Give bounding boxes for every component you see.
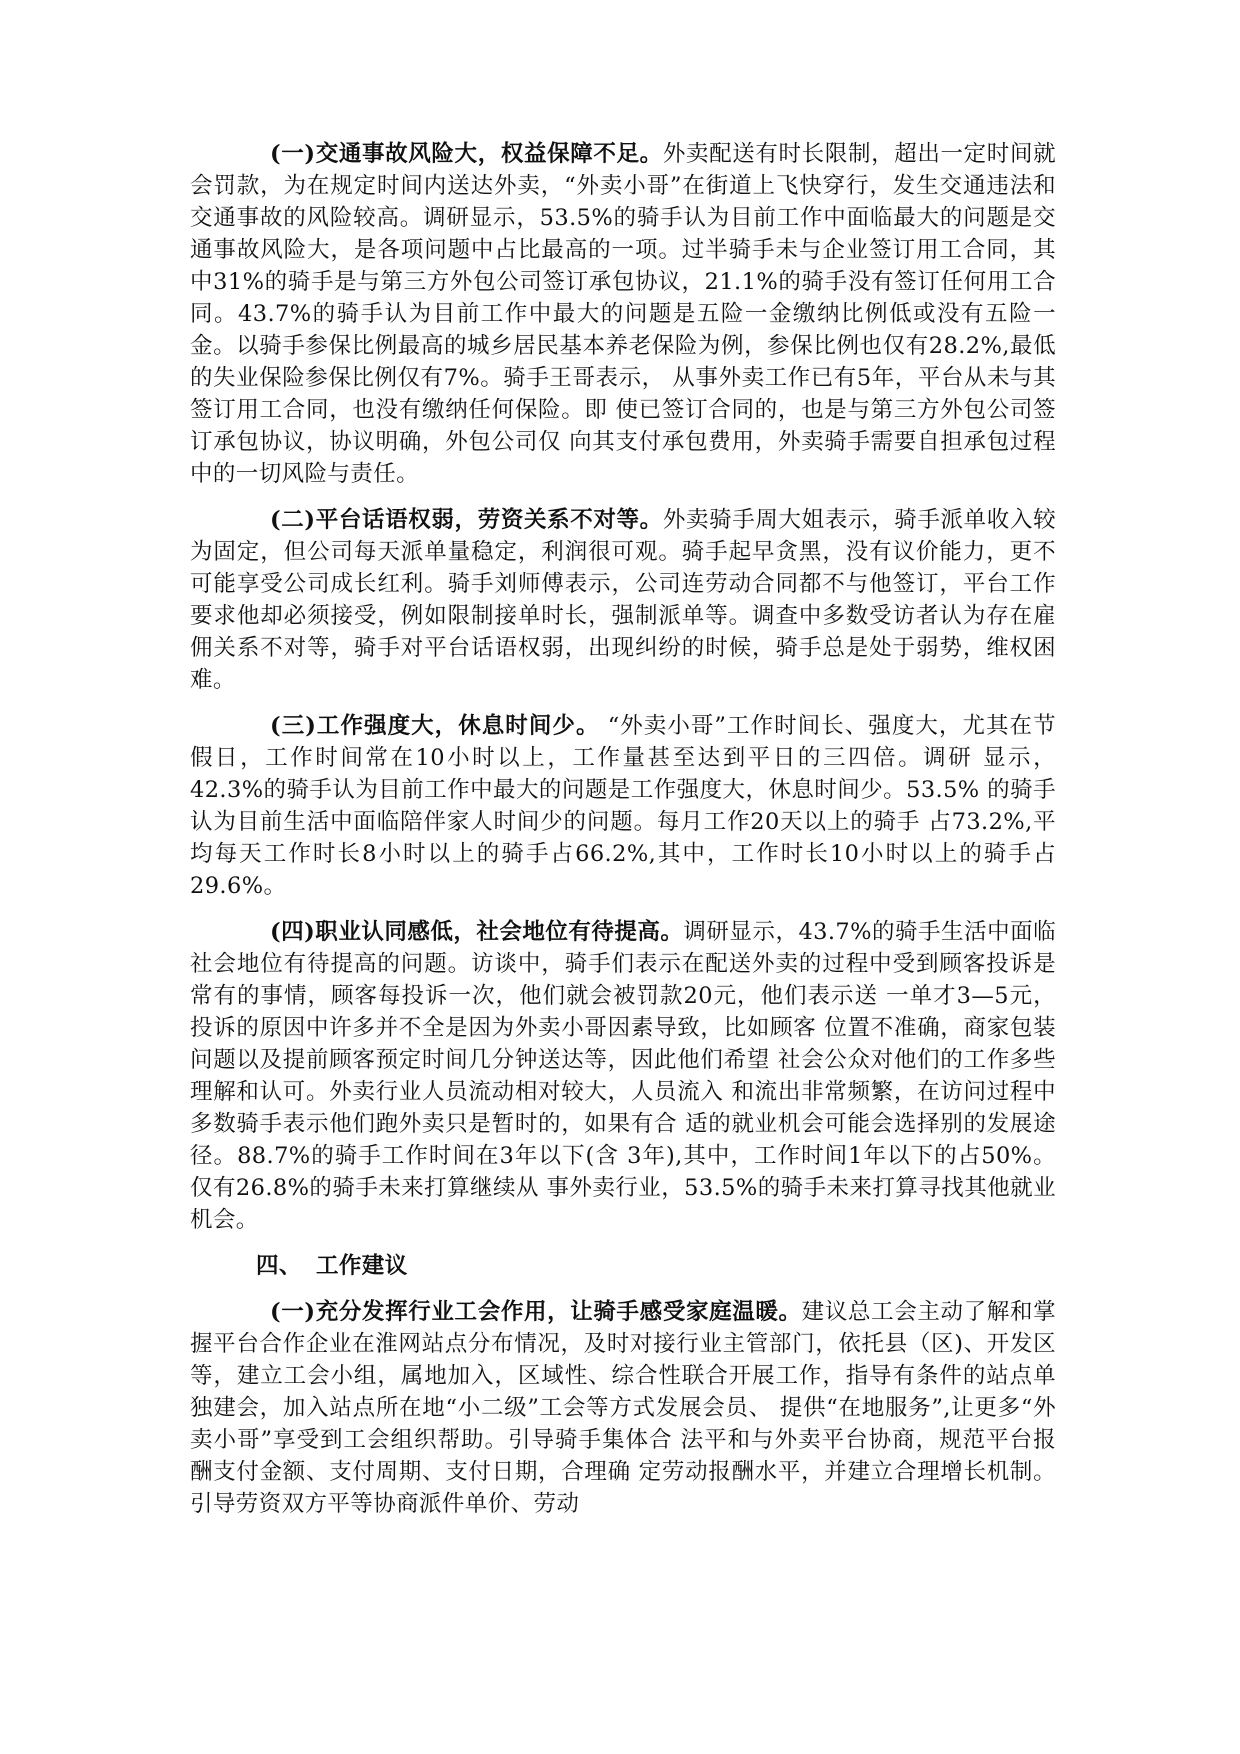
chapter-heading xyxy=(190,1250,1056,1282)
chapter-number: 四、 xyxy=(256,1253,302,1279)
document-body xyxy=(190,138,1056,1534)
section-2 xyxy=(190,504,1056,696)
section-4-text: 调研显示，43.7%的骑手生活中面临社会地位有待提高的问题。访谈中，骑手们表示在配送外卖的过程中受到顾客投诉是常有的事情，顾客每投诉一次，他们就会被罚款20元，他们表示送 一单才3—5元，投诉的原因中许多并不全是因为外卖小哥因素导致，比如顾客 位置不准确，商家包装问题以及提前顾客预定时间几分钟送达等，因此他们希望 社会公众对他们的工作多些理解和认可。外卖行业人员流动相对较大，人员流入 和流出非常频繁，在访问过程中多数骑手表示他们跑外卖只是暂时的，如果有合 适的就业机会可能会选择别的发展途径。88.7%的骑手工作时间在3年以下(含 3年),其中，工作时间1年以下的占50%。仅有26.8%的骑手未来打算继续从 事外卖行业，53.5%的骑手未来打算寻找其他就业机会。 xyxy=(190,919,1056,1233)
suggestion-1-heading: (一)充分发挥行业工会作用，让骑手感受家庭温暖。 xyxy=(270,1299,802,1325)
section-2-text: 外卖骑手周大姐表示，骑手派单收入较为固定，但公司每天派单量稳定，利润很可观。骑手起早贪黑，没有议价能力，更不可能享受公司成长红利。骑手刘师傅表示，公司连劳动合同都不与他签订，平台工作要求他却必须接受，例如限制接单时长，强制派单等。调查中多数受访者认为存在雇佣关系不对等，骑手对平台话语权弱，出现纠纷的时候，骑手总是处于弱势，维权困难。 xyxy=(190,507,1056,693)
chapter-title: 工作建议 xyxy=(316,1253,408,1279)
section-1-text: 外卖配送有时长限制，超出一定时间就会罚款，为在规定时间内送达外卖，“外卖小哥”在街道上飞快穿行，发生交通违法和交通事故的风险较高。调研显示，53.5%的骑手认为目前工作中面临最大的问题是交通事故风险大，是各项问题中占比最高的一项。过半骑手未与企业签订用工合同，其中31%的骑手是与第三方外包公司签订承包协议，21.1%的骑手没有签订任何用工合同。43.7%的骑手认为目前工作中最大的问题是五险一金缴纳比例低或没有五险一金。以骑手参保比例最高的城乡居民基本养老保险为例，参保比例也仅有28.2%,最低的失业保险参保比例仅有7%。骑手王哥表示， 从事外卖工作已有5年，平台从未与其签订用工合同，也没有缴纳任何保险。即 使已签订合同的，也是与第三方外包公司签订承包协议，协议明确，外包公司仅 向其支付承包费用，外卖骑手需要自担承包过程中的一切风险与责任。 xyxy=(190,141,1056,487)
suggestion-1-text: 建议总工会主动了解和掌握平台合作企业在淮网站点分布情况，及时对接行业主管部门，依托县（区)、开发区等，建立工会小组，属地加入，区域性、综合性联合开展工作，指导有条件的站点单独建会，加入站点所在地“小二级”工会等方式发展会员、 提供“在地服务”,让更多“外卖小哥”享受到工会组织帮助。引导骑手集体合 法平和与外卖平台协商，规范平台报酬支付金额、支付周期、支付日期，合理确 定劳动报酬水平，并建立合理增长机制。引导劳资双方平等协商派件单价、劳动 xyxy=(190,1299,1056,1517)
section-3-heading: (三)工作强度大，休息时间少。 xyxy=(270,713,600,739)
section-1-heading: (一)交通事故风险大，权益保障不足。 xyxy=(270,141,663,167)
section-4-heading: (四)职业认同感低，社会地位有待提高。 xyxy=(270,919,684,945)
section-2-heading: (二)平台话语权弱，劳资关系不对等。 xyxy=(270,507,663,533)
section-4 xyxy=(190,916,1056,1236)
section-3 xyxy=(190,710,1056,902)
section-1 xyxy=(190,138,1056,490)
suggestion-1 xyxy=(190,1296,1056,1520)
section-3-text: “外卖小哥”工作时间长、强度大，尤其在节假日，工作时间常在10小时以上，工作量甚至达到平日的三四倍。调研 显示，42.3%的骑手认为目前工作中最大的问题是工作强度大，休息时间少。53.5% 的骑手认为目前生活中面临陪伴家人时间少的问题。每月工作20天以上的骑手 占73.2%,平均每天工作时长8小时以上的骑手占66.2%,其中，工作时长10小时以上的骑手占29.6%。 xyxy=(190,713,1056,899)
